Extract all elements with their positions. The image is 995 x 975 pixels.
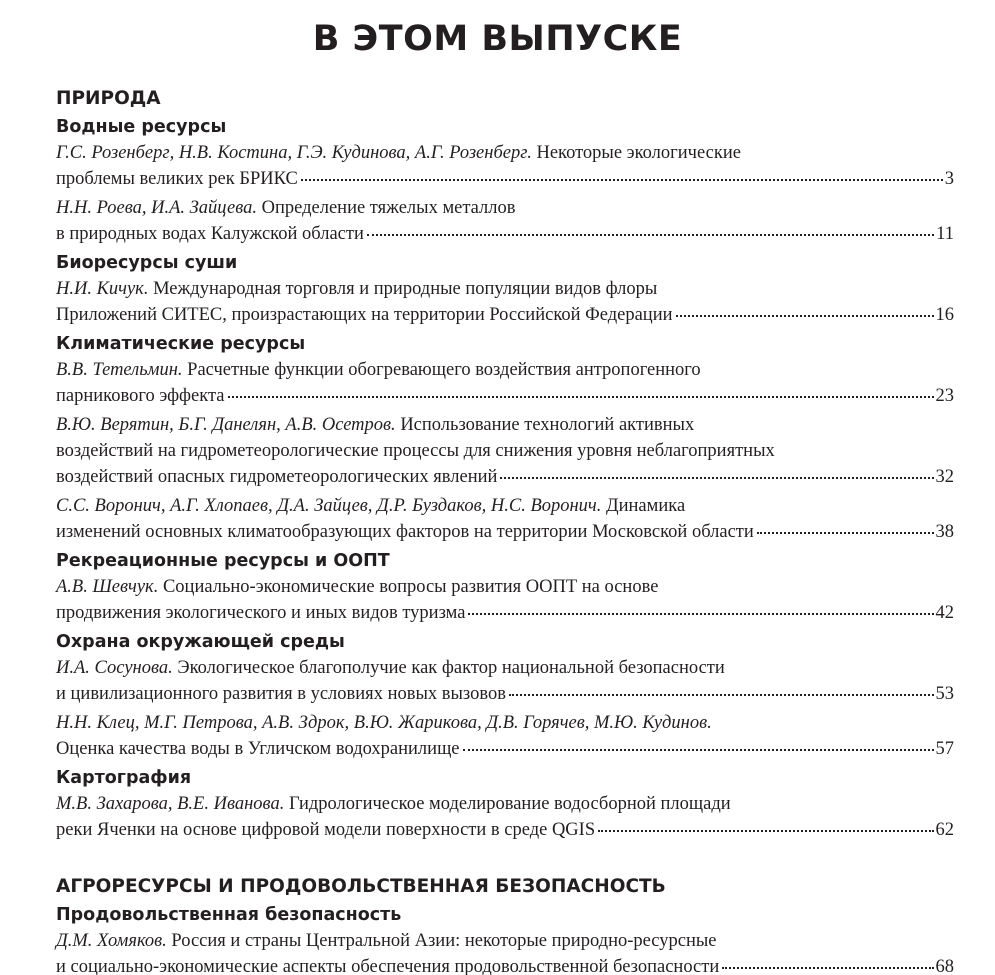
entry-authors: Н.Н. Клец, М.Г. Петрова, А.В. Здрок, В.Ю. Жарикова, Д.В. Горячев, М.Ю. Кудинов. (56, 713, 712, 733)
dot-leader (757, 531, 934, 534)
entry-title-line: парникового эффекта (56, 386, 225, 406)
page-number: 3 (944, 169, 954, 189)
toc-entry[interactable] (56, 412, 954, 490)
dot-leader (228, 395, 934, 398)
page-number: 68 (935, 957, 954, 975)
subsection-heading: Рекреационные ресурсы и ООПТ (56, 551, 390, 571)
entry-last-line (56, 681, 954, 707)
dot-leader (722, 966, 933, 969)
toc-entry[interactable] (56, 357, 954, 409)
section-heading: ПРИРОДА (56, 88, 161, 109)
toc-entry[interactable] (56, 574, 954, 626)
entry-first-line (56, 357, 954, 383)
toc-entry[interactable] (56, 493, 954, 545)
dot-leader (367, 233, 934, 236)
entry-authors: Д.М. Хомяков. (56, 931, 167, 951)
subsection-heading: Биоресурсы суши (56, 253, 238, 273)
dot-leader (301, 178, 943, 181)
entry-first-line (56, 655, 954, 681)
entry-title-line: воздействий на гидрометеорологические процессы для снижения уровня неблагоприятных (56, 441, 775, 461)
page-number: 23 (935, 386, 954, 406)
entry-authors: С.С. Воронич, А.Г. Хлопаев, Д.А. Зайцев, Д.Р. Буздаков, Н.С. Воронич. (56, 496, 602, 516)
subsection-heading: Охрана окружающей среды (56, 632, 345, 652)
page-number: 42 (935, 603, 954, 623)
entry-title-line: и цивилизационного развития в условиях новых вызовов (56, 684, 506, 704)
entry-title-line: Гидрологическое моделирование водосборной площади (288, 794, 731, 814)
entry-first-line (56, 412, 954, 438)
page-title: В ЭТОМ ВЫПУСКЕ (312, 19, 683, 59)
page-number: 11 (936, 224, 954, 244)
entry-authors: Г.С. Розенберг, Н.В. Костина, Г.Э. Кудинова, А.Г. Розенберг. (56, 143, 532, 163)
entry-title-line: Россия и страны Центральной Азии: некоторые природно-ресурсные (171, 931, 717, 951)
entry-title-line: реки Яченки на основе цифровой модели поверхности в среде QGIS (56, 820, 596, 840)
dot-leader (500, 476, 933, 479)
entry-title-line: Международная торговля и природные популяции видов флоры (153, 279, 658, 299)
entry-last-line (56, 954, 954, 975)
entry-first-line (56, 574, 954, 600)
toc-entry[interactable] (56, 710, 954, 762)
entry-title-line: Динамика (606, 496, 686, 516)
toc-entry[interactable] (56, 140, 954, 192)
entry-authors: И.А. Сосунова. (56, 658, 173, 678)
page-number: 62 (935, 820, 954, 840)
entry-title-line: Использование технологий активных (400, 415, 695, 435)
dot-leader (468, 612, 933, 615)
dot-leader (598, 829, 933, 832)
entry-first-line (56, 195, 954, 221)
entry-title-line: воздействий опасных гидрометеорологических явлений (56, 467, 498, 487)
subsection-heading: Продовольственная безопасность (56, 905, 402, 925)
entry-authors: В.Ю. Верятин, Б.Г. Данелян, А.В. Осетров. (56, 415, 396, 435)
entry-last-line (56, 519, 954, 545)
entry-title-line: и социально-экономические аспекты обеспечения продовольственной безопасности (56, 957, 720, 975)
entry-title-line: Социально-экономические вопросы развития ООПТ на основе (162, 577, 659, 597)
entry-authors: А.В. Шевчук. (56, 577, 159, 597)
page-number: 53 (935, 684, 954, 704)
toc-entry[interactable] (56, 928, 954, 975)
entry-first-line (56, 493, 954, 519)
entry-title-line: проблемы великих рек БРИКС (56, 169, 298, 189)
entry-title-line: изменений основных климатообразующих факторов на территории Московской области (56, 522, 754, 542)
page-number: 57 (935, 739, 954, 759)
entry-first-line (56, 791, 954, 817)
section-heading: АГРОРЕСУРСЫ И ПРОДОВОЛЬСТВЕННАЯ БЕЗОПАСНОСТЬ (56, 876, 666, 897)
subsection-heading: Водные ресурсы (56, 117, 227, 137)
entry-last-line (56, 736, 954, 762)
entry-last-line (56, 817, 954, 843)
entry-last-line (56, 383, 954, 409)
entry-last-line (56, 464, 954, 490)
entry-title-line: продвижения экологического и иных видов туризма (56, 603, 466, 623)
entry-first-line (56, 710, 954, 736)
toc-entry[interactable] (56, 791, 954, 843)
entry-title-line: Расчетные функции обогревающего воздействия антропогенного (187, 360, 701, 380)
subsection-heading: Климатические ресурсы (56, 334, 306, 354)
entry-title-line: Приложений СИТЕС, произрастающих на территории Российской Федерации (56, 305, 673, 325)
entry-last-line (56, 221, 954, 247)
page-number: 38 (935, 522, 954, 542)
entry-first-line (56, 928, 954, 954)
dot-leader (509, 693, 934, 696)
page-number: 32 (935, 467, 954, 487)
entry-title-line: Некоторые экологические (536, 143, 741, 163)
page-number: 16 (935, 305, 954, 325)
entry-authors: М.В. Захарова, В.Е. Иванова. (56, 794, 285, 814)
toc-entry[interactable] (56, 276, 954, 328)
subsection-heading: Картография (56, 768, 192, 788)
entry-last-line (56, 166, 954, 192)
dot-leader (676, 314, 934, 317)
entry-last-line (56, 302, 954, 328)
entry-last-line (56, 600, 954, 626)
entry-title-line: Оценка качества воды в Угличском водохранилище (56, 739, 460, 759)
toc-entry[interactable] (56, 655, 954, 707)
toc-entry[interactable] (56, 195, 954, 247)
entry-first-line (56, 276, 954, 302)
table-of-contents (56, 76, 954, 975)
entry-authors: В.В. Тетельмин. (56, 360, 183, 380)
entry-first-line (56, 140, 954, 166)
entry-title-line: Экологическое благополучие как фактор национальной безопасности (177, 658, 725, 678)
entry-authors: Н.И. Кичук. (56, 279, 149, 299)
entry-authors: Н.Н. Роева, И.А. Зайцева. (56, 198, 257, 218)
dot-leader (463, 748, 934, 751)
entry-title-line: Определение тяжелых металлов (261, 198, 516, 218)
entry-title-line: в природных водах Калужской области (56, 224, 364, 244)
